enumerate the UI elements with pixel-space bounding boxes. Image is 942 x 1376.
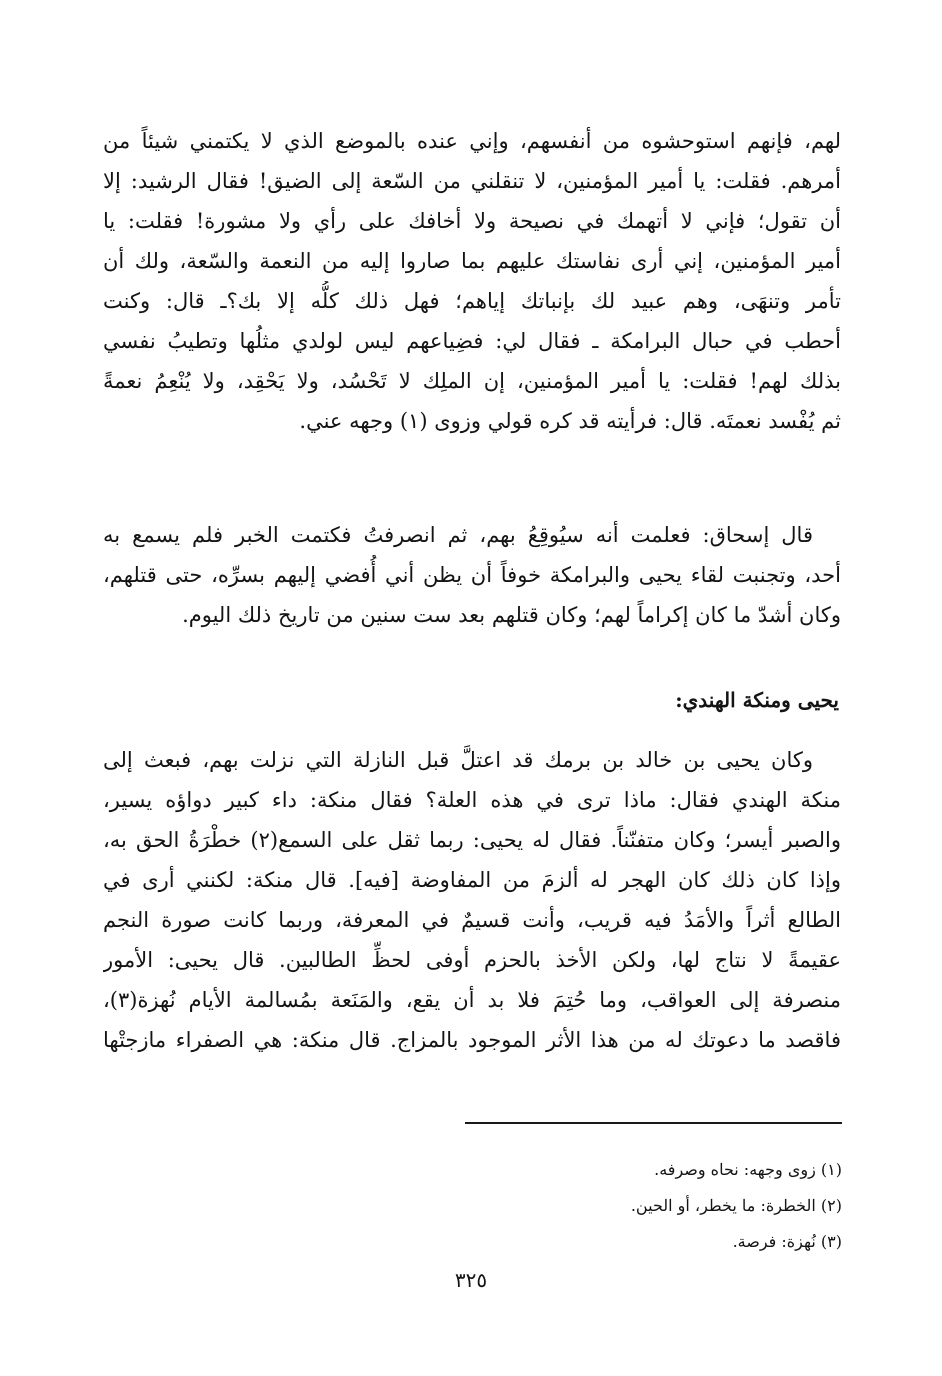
paragraph-2 bbox=[103, 515, 841, 635]
text-line: منصرفة إلى العواقب، وما حُتِمَ فلا بد أن يقع، والمَنَعة بمُسالمة الأيام نُهزة(٣)، bbox=[103, 988, 841, 1012]
footnote-divider bbox=[465, 1122, 842, 1124]
text-line: وكان يحيى بن خالد بن برمك قد اعتلَّ قبل النازلة التي نزلت بهم، فبعث إلى bbox=[103, 748, 813, 772]
text-line: والصبر أيسر؛ وكان متفنّناً. فقال له يحيى: ربما ثقل على السمع(٢) خطْرَةُ الحق به، bbox=[103, 828, 841, 852]
text-line: أمير المؤمنين، إني أرى نفاستك عليهم بما صاروا إليه من النعمة والسّعة، ولك أن bbox=[103, 249, 841, 273]
paragraph-1 bbox=[103, 121, 841, 441]
text-line: أمرهم. فقلت: يا أمير المؤمنين، لا تنقلني من السّعة إلى الضيق! فقال الرشيد: إلا bbox=[103, 169, 841, 193]
text-line: وكان أشدّ ما كان إكراماً لهم؛ وكان قتلهم بعد ست سنين من تاريخ ذلك اليوم. bbox=[182, 603, 841, 627]
text-line: تأمر وتنهَى، وهم عبيد لك بإنباتك إياهم؛ فهل ذلك كلُّه إلا بك؟ـ قال: وكنت bbox=[103, 289, 841, 313]
page-number: ٣٢٥ bbox=[454, 1268, 488, 1292]
text-line: أحطب في حبال البرامكة ـ فقال لي: فضِياعهم ليس لولدي مثلُها وتطيبُ نفسي bbox=[103, 329, 841, 353]
text-line: بذلك لهم! فقلت: يا أمير المؤمنين، إن الملِك لا تَحْسُد، ولا يَحْقِد، ولا يُنْعِمُ نعمةً bbox=[103, 369, 841, 393]
text-line: لهم، فإنهم استوحشوه من أنفسهم، وإني عنده بالموضع الذي لا يكتمني شيئاً من bbox=[103, 129, 841, 153]
section-heading: يحيى ومنكة الهندي: bbox=[675, 688, 839, 712]
text-line: منكة الهندي فقال: ماذا ترى في هذه العلة؟ فقال منكة: داء كبير دواؤه يسير، bbox=[103, 788, 841, 812]
footnotes bbox=[342, 1152, 842, 1260]
text-line: عقيمةً لا نتاج لها، ولكن الأخذ بالحزم أوفى لحظِّ الطالبين. قال يحيى: الأمور bbox=[103, 948, 841, 972]
text-line: قال إسحاق: فعلمت أنه سيُوقِعُ بهم، ثم انصرفتُ فكتمت الخبر فلم يسمع به bbox=[103, 523, 813, 547]
text-line: وإذا كان ذلك كان الهجر له ألزمَ من المفاوضة [فيه]. قال منكة: لكنني أرى في bbox=[103, 868, 841, 892]
text-line: ثم يُفْسد نعمتَه. قال: فرأيته قد كره قولي وزوى (١) وجهه عني. bbox=[299, 409, 841, 433]
text-line: الطالع أثراً والأمَدُ فيه قريب، وأنت قسيمٌ في المعرفة، وربما كانت صورة النجم bbox=[103, 908, 841, 932]
text-line: أحد، وتجنبت لقاء يحيى والبرامكة خوفاً أن يظن أني أُفضي إليهم بسرِّه، حتى قتلهم، bbox=[103, 563, 841, 587]
footnote-2: (٢) الخطرة: ما يخطر، أو الحين. bbox=[630, 1196, 842, 1215]
paragraph-3 bbox=[103, 740, 841, 1060]
footnote-1: (١) زوى وجهه: نحاه وصرفه. bbox=[654, 1160, 842, 1179]
footnote-3: (٣) نُهزة: فرصة. bbox=[732, 1232, 842, 1251]
text-line: أن تقول؛ فإني لا أتهمك في نصيحة ولا أخافك على رأي ولا مشورة! فقلت: يا bbox=[103, 209, 841, 233]
text-line: فاقصد ما دعوتك له من هذا الأثر الموجود بالمزاج. قال منكة: هي الصفراء مازجتْها bbox=[103, 1028, 841, 1052]
